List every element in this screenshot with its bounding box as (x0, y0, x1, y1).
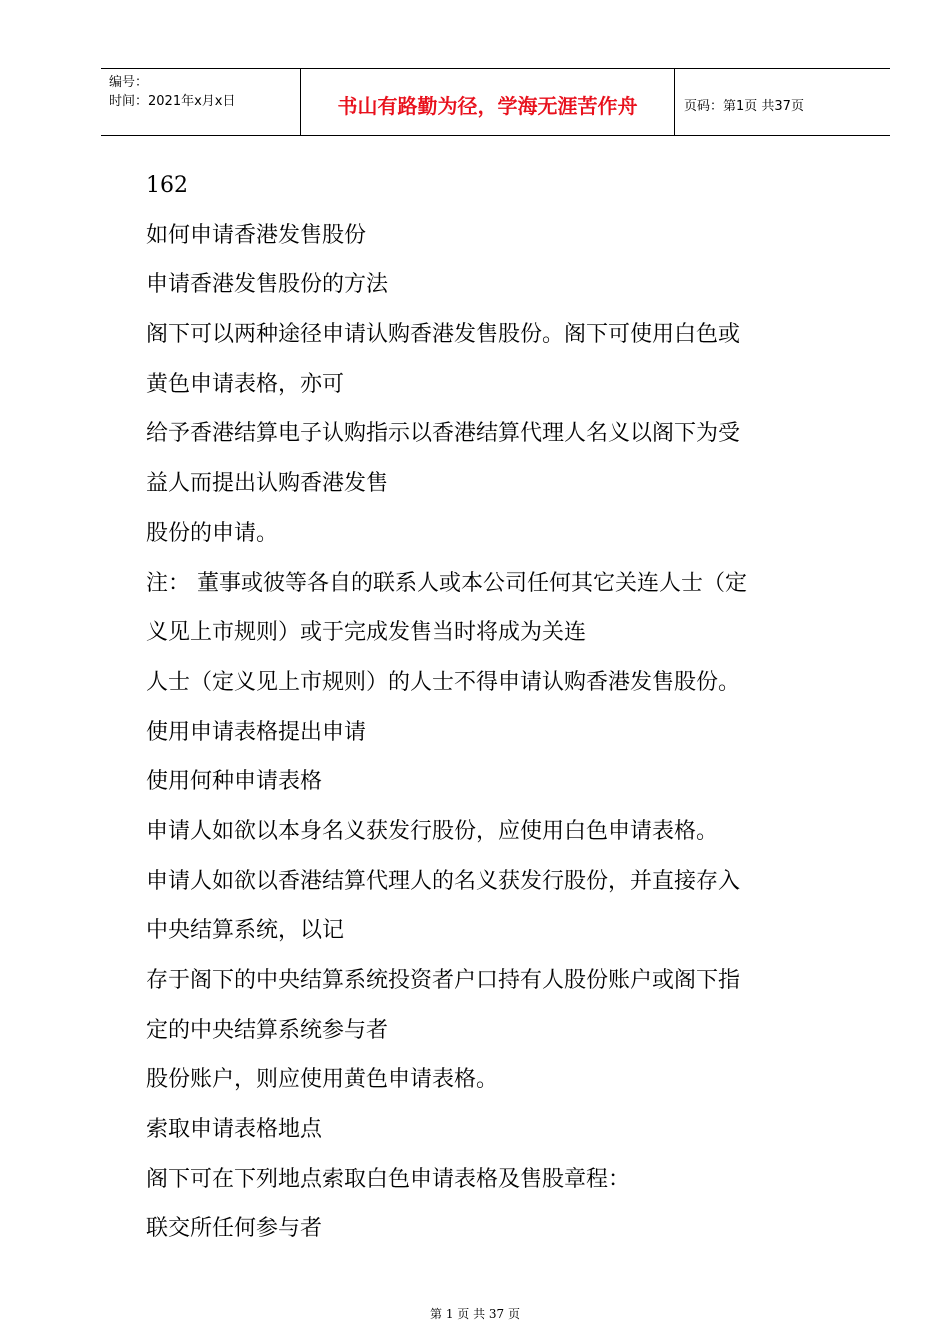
header-meta (101, 69, 301, 135)
body-line: 黄色申请表格，亦可 (146, 371, 345, 397)
body-line: 阁下可以两种途径申请认购香港发售股份。阁下可使用白色或 (146, 322, 741, 348)
body-line: 定的中央结算系统参与者 (146, 1017, 389, 1043)
document-number-label: 编号： (109, 75, 149, 90)
body-line: 中央结算系统，以记 (146, 918, 345, 944)
body-line: 申请人如欲以本身名义获发行股份，应使用白色申请表格。 (146, 818, 719, 844)
body-line: 人士（定义见上市规则）的人士不得申请认购香港发售股份。 (146, 669, 741, 695)
body-line: 注： 董事或彼等各自的联系人或本公司任何其它关连人士（定 (146, 570, 747, 596)
body-line: 益人而提出认购香港发售 (146, 471, 389, 497)
body-line: 存于阁下的中央结算系统投资者户口持有人股份账户或阁下指 (146, 968, 741, 993)
body-line: 使用何种申请表格 (146, 769, 323, 795)
body-line: 申请香港发售股份的方法 (146, 272, 389, 298)
body-line: 股份的申请。 (146, 520, 279, 546)
body-line: 如何申请香港发售股份 (146, 222, 367, 248)
header-motto: 书山有路勤为径，学海无涯苦作舟 (301, 69, 675, 135)
body-line: 义见上市规则）或于完成发售当时将成为关连 (146, 620, 587, 646)
body-line: 索取申请表格地点 (146, 1117, 323, 1143)
document-time-label: 时间：2021年x月x日 (109, 94, 236, 109)
body-line: 给予香港结算电子认购指示以香港结算代理人名义以阁下为受 (146, 421, 741, 447)
body-line: 申请人如欲以香港结算代理人的名义获发行股份，并直接存入 (146, 868, 741, 894)
body-line: 使用申请表格提出申请 (146, 719, 367, 745)
body-line: 股份账户，则应使用黄色申请表格。 (146, 1067, 499, 1093)
page-header (101, 68, 890, 136)
header-page-info: 页码：第1页 共37页 (684, 98, 804, 114)
body-line: 阁下可在下列地点索取白色申请表格及售股章程： (146, 1166, 631, 1192)
document-body (146, 161, 850, 1254)
page-footer: 第 1 页 共 37 页 (430, 1307, 520, 1321)
body-line: 联交所任何参与者 (146, 1216, 323, 1242)
body-line: 162 (146, 173, 188, 198)
